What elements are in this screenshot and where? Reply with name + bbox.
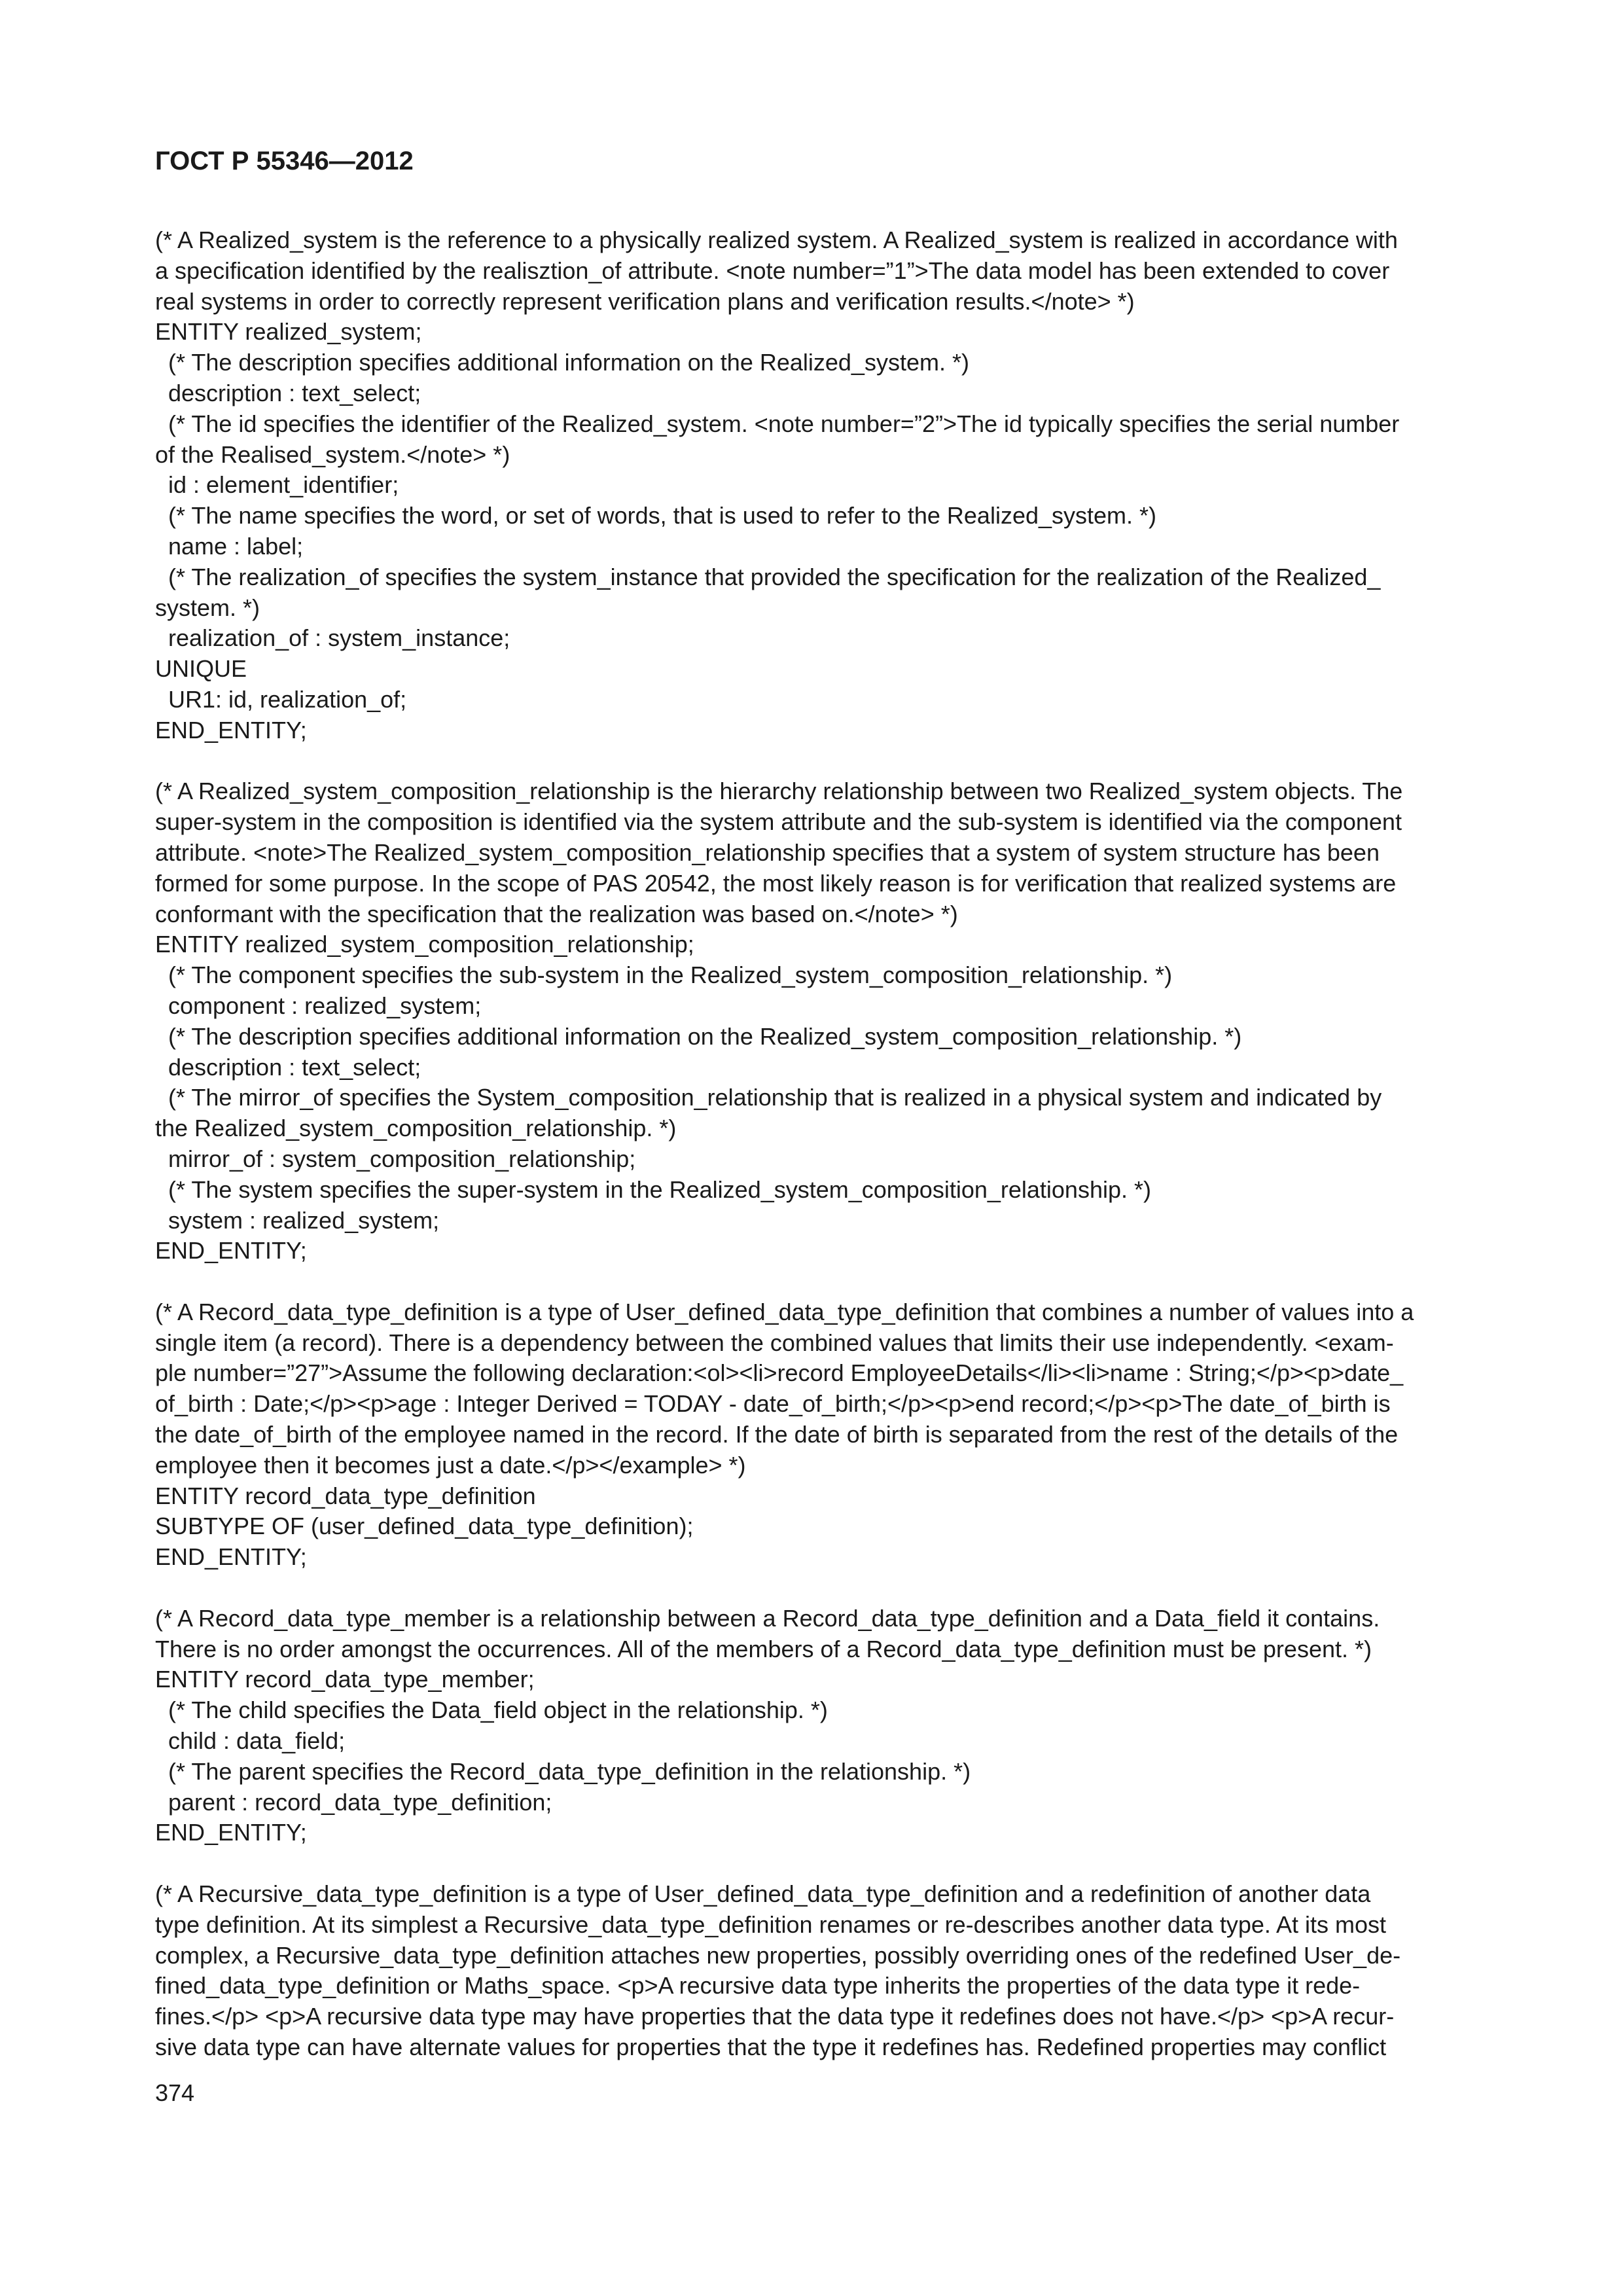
text-line: fines.</p> <p>A recursive data type may have properties that the data type it redefines does not have.</p> <p>A recur- — [155, 2003, 1395, 2030]
text-line: END_ENTITY; — [155, 1237, 307, 1265]
text-line: component : realized_system; — [168, 992, 482, 1019]
text-line: (* A Realized_system is the reference to a physically realized system. A Realized_system is realized in accordance with — [155, 226, 1398, 253]
text-line: ple number=”27”>Assume the following declaration:<ol><li>record EmployeeDetails</li><li>name : String;</p><p>date_ — [155, 1359, 1404, 1387]
text-line: (* The system specifies the super-system in the Realized_system_composition_relationship. *) — [168, 1175, 1151, 1203]
text-line: ENTITY record_data_type_member; — [155, 1666, 535, 1693]
text-line: employee then it becomes just a date.</p></example> *) — [155, 1451, 746, 1479]
text-line: (* The mirror_of specifies the System_composition_relationship that is realized in a physical system and indicated by — [168, 1084, 1382, 1111]
text-line: ENTITY realized_system_composition_relationship; — [155, 931, 694, 958]
text-line: ENTITY realized_system; — [155, 318, 422, 346]
blank-line — [155, 1848, 1473, 1879]
text-line: name : label; — [168, 532, 304, 560]
blank-line — [155, 1266, 1473, 1297]
text-line: conformant with the specification that the realization was based on.</note> *) — [155, 900, 958, 927]
text-line: super-system in the composition is identified via the system attribute and the sub-system is identified via the component — [155, 808, 1402, 836]
text-line: realization_of : system_instance; — [168, 624, 510, 652]
text-line: description : text_select; — [168, 1053, 421, 1081]
blank-line — [155, 1573, 1473, 1604]
text-line: formed for some purpose. In the scope of PAS 20542, the most likely reason is for verification that realized systems are — [155, 869, 1397, 897]
text-line: (* A Recursive_data_type_definition is a type of User_defined_data_type_definition and a redefinition of another data — [155, 1880, 1371, 1908]
text-line: (* The realization_of specifies the system_instance that provided the specification for the realization of the Realized_ — [168, 563, 1381, 590]
text-line: SUBTYPE OF (user_defined_data_type_definition); — [155, 1513, 694, 1540]
text-line: of_birth : Date;</p><p>age : Integer Derived = TODAY - date_of_birth;</p><p>end record;</p><p>The date_of_birth is — [155, 1390, 1391, 1418]
text-line: single item (a record). There is a dependency between the combined values that limits their use independently. <exam- — [155, 1329, 1394, 1356]
text-line: sive data type can have alternate values for properties that the type it redefines has. Redefined properties may conflict — [155, 2034, 1387, 2061]
blank-line — [155, 746, 1473, 777]
text-line: type definition. At its simplest a Recursive_data_type_definition renames or re-describes another data type. At its most — [155, 1910, 1386, 1938]
document-body — [155, 225, 1473, 2063]
text-line: of the Realised_system.</note> *) — [155, 440, 510, 468]
text-line: real systems in order to correctly represent verification plans and verification results.</note> *) — [155, 287, 1135, 315]
text-line: the date_of_birth of the employee named in the record. If the date of birth is separated from the rest of the details of the — [155, 1421, 1399, 1448]
text-line: complex, a Recursive_data_type_definition attaches new properties, possibly overriding ones of the redefined User_de- — [155, 1941, 1401, 1969]
text-line: END_ENTITY; — [155, 1819, 307, 1846]
text-line: the Realized_system_composition_relationship. *) — [155, 1115, 677, 1142]
text-line: (* The id specifies the identifier of the Realized_system. <note number=”2”>The id typically specifies the serial number — [168, 410, 1400, 437]
text-line: END_ENTITY; — [155, 1543, 307, 1571]
text-line: There is no order amongst the occurrences. All of the members of a Record_data_type_definition must be present. *) — [155, 1635, 1372, 1662]
text-line: (* A Record_data_type_member is a relationship between a Record_data_type_definition and a Data_field it contains. — [155, 1604, 1380, 1632]
text-line: system. *) — [155, 594, 260, 621]
text-line: id : element_identifier; — [168, 471, 399, 499]
text-line: (* The description specifies additional information on the Realized_system_composition_relationship. *) — [168, 1022, 1242, 1050]
text-line: END_ENTITY; — [155, 716, 307, 744]
text-line: parent : record_data_type_definition; — [168, 1788, 552, 1816]
text-line: system : realized_system; — [168, 1206, 440, 1234]
text-line: description : text_select; — [168, 379, 421, 406]
text-line: (* The name specifies the word, or set of words, that is used to refer to the Realized_system. *) — [168, 502, 1157, 529]
text-line: (* The component specifies the sub-system in the Realized_system_composition_relationship. *) — [168, 961, 1173, 989]
text-line: (* A Realized_system_composition_relationship is the hierarchy relationship between two Realized_system objects. The — [155, 778, 1403, 805]
text-line: UR1: id, realization_of; — [168, 685, 407, 713]
text-line: (* A Record_data_type_definition is a type of User_defined_data_type_definition that combines a number of values into a — [155, 1298, 1414, 1325]
text-line: a specification identified by the realisztion_of attribute. <note number=”1”>The data model has been extended to cover — [155, 257, 1390, 284]
text-line: child : data_field; — [168, 1727, 346, 1755]
text-line: UNIQUE — [155, 655, 247, 683]
document-header: ГОСТ Р 55346—2012 — [155, 147, 414, 175]
text-line: (* The parent specifies the Record_data_type_definition in the relationship. *) — [168, 1757, 971, 1785]
page-number: 374 — [155, 2079, 195, 2106]
text-line: mirror_of : system_composition_relationship; — [168, 1145, 636, 1172]
text-line: ENTITY record_data_type_definition — [155, 1482, 536, 1509]
text-line: (* The child specifies the Data_field object in the relationship. *) — [168, 1696, 828, 1724]
text-line: (* The description specifies additional information on the Realized_system. *) — [168, 349, 969, 376]
text-line: fined_data_type_definition or Maths_space. <p>A recursive data type inherits the properties of the data type it rede- — [155, 1972, 1361, 2000]
text-line: attribute. <note>The Realized_system_composition_relationship specifies that a system of system structure has been — [155, 838, 1380, 866]
